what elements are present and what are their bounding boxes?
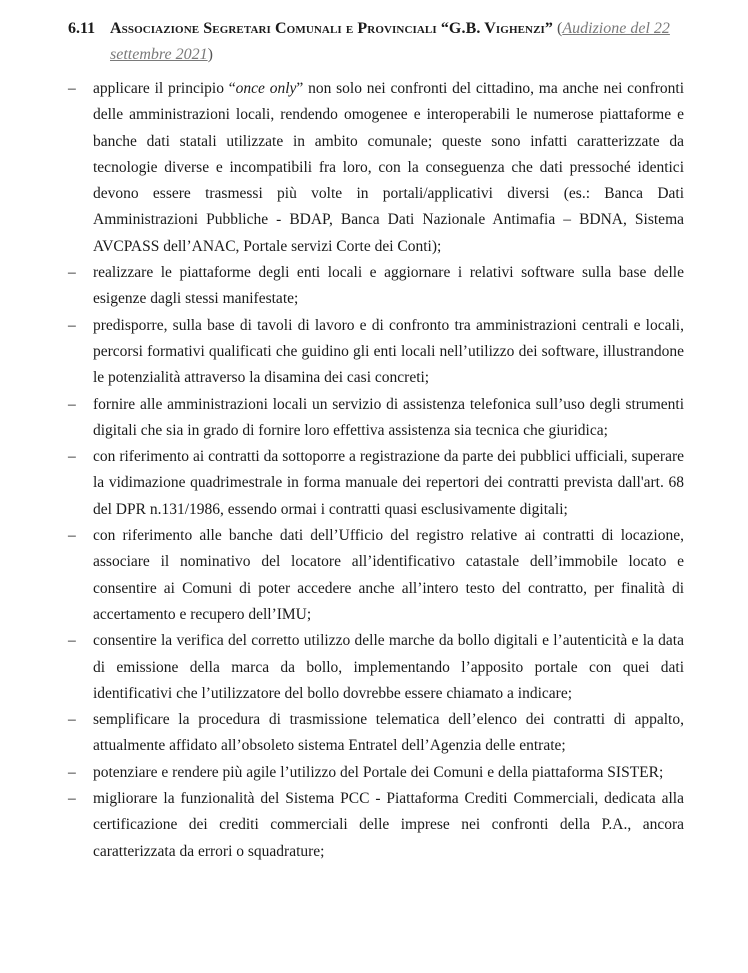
list-item [68, 76, 684, 260]
section-number: 6.11 [68, 20, 96, 37]
bullet-dash: – [68, 80, 76, 97]
list-item [68, 260, 684, 313]
list-item-text: fornire alle amministrazioni locali un servizio di assistenza telefonica sull’uso degli strumenti digitali che sia in grado di fornire loro effettiva assistenza sia tecnica che giuridica; [93, 395, 684, 439]
paren-open: ( [557, 20, 563, 37]
list-item-text: predisporre, sulla base di tavoli di lavoro e di confronto tra amministrazioni centrali e locali, percorsi formativi qualificati che guidino gli enti locali nell’utilizzo dei software, illustrandone le potenzialità attraverso la disamina dei casi concreti; [93, 316, 684, 387]
paren-close: ) [207, 46, 213, 63]
list-item [68, 392, 684, 445]
list-item-text: con riferimento ai contratti da sottoporre a registrazione da parte dei pubblici ufficiali, superare la vidimazione quadrimestrale in forma manuale dei repertori dei contratti prevista dall'art. 68 del DPR n.131/1986, essendo ormai i contratti quasi esclusivamente digitali; [93, 448, 684, 518]
bullet-dash: – [68, 395, 76, 413]
bullet-dash: – [68, 448, 76, 466]
bullet-dash: – [68, 316, 76, 334]
bullet-dash: – [68, 763, 76, 781]
list-item [68, 313, 684, 392]
list-item-text: con riferimento alle banche dati dell’Ufficio del registro relative ai contratti di locazione, associare il nominativo del locatore all’identificativo catastale dell’immobile locato e consentire ai Comuni di poter accedere anche all’intero testo del contratto, per finalità di accertamento e recupero dell’IMU; [93, 527, 684, 623]
recommendations-list [68, 76, 684, 865]
list-item [68, 523, 684, 628]
list-item [68, 760, 684, 786]
section-heading [68, 16, 688, 68]
list-item [68, 707, 684, 760]
list-item [68, 444, 684, 523]
bullet-dash: – [68, 711, 76, 729]
bullet-dash: – [68, 264, 76, 282]
bullet-dash: – [68, 790, 76, 808]
list-item [68, 786, 684, 865]
hearing-link[interactable]: Audizione del 22 settembre 2021 [110, 20, 670, 63]
list-item [68, 628, 684, 707]
list-item-text: consentire la verifica del corretto utilizzo delle marche da bollo digitali e l’autenticità e la data di emissione della marca da bollo, implementando l’apposito portale con quei dati identificativi che l’utilizzatore del bollo dovrebbe essere chiamato a indicare; [93, 632, 684, 702]
list-item-text: applicare il principio “once only” non solo nei confronti del cittadino, ma anche nei confronti delle amministrazioni locali, rendendo omogenee e interoperabili le numerose piattaforme e banche dati statali utilizzate in ambito comunale; queste sono infatti caratterizzate da tecnologie diverse e incompatibili fra loro, con la conseguenza che dati pressoché identici devono essere trasmessi più volte in portali/applicativi diversi (es.: Banca Dati Amministrazioni Pubbliche - BDAP, Banca Dati Nazionale Antimafia – BDNA, Sistema AVCPASS dell’ANAC, Portale servizi Corte dei Conti); [93, 80, 685, 255]
list-item-text: migliorare la funzionalità del Sistema PCC - Piattaforma Crediti Commerciali, dedicata alla certificazione dei crediti commerciali delle imprese nei confronti della P.A., ancora caratterizzata da errori o squadrature; [93, 790, 684, 860]
section-title-block [110, 16, 688, 68]
list-item-text: realizzare le piattaforme degli enti locali e aggiornare i relativi software sulla base delle esigenze dagli stessi manifestate; [93, 264, 684, 308]
list-item-text: semplificare la procedura di trasmissione telematica dell’elenco dei contratti di appalto, attualmente affidato all’obsoleto sistema Entratel dell’Agenzia delle entrate; [93, 711, 684, 755]
bullet-dash: – [68, 527, 76, 545]
section-title: Associazione Segretari Comunali e Provinciali “G.B. Vighenzi” [110, 20, 554, 37]
bullet-dash: – [68, 632, 76, 650]
list-item-text: potenziare e rendere più agile l’utilizzo del Portale dei Comuni e della piattaforma SISTER; [93, 763, 664, 781]
